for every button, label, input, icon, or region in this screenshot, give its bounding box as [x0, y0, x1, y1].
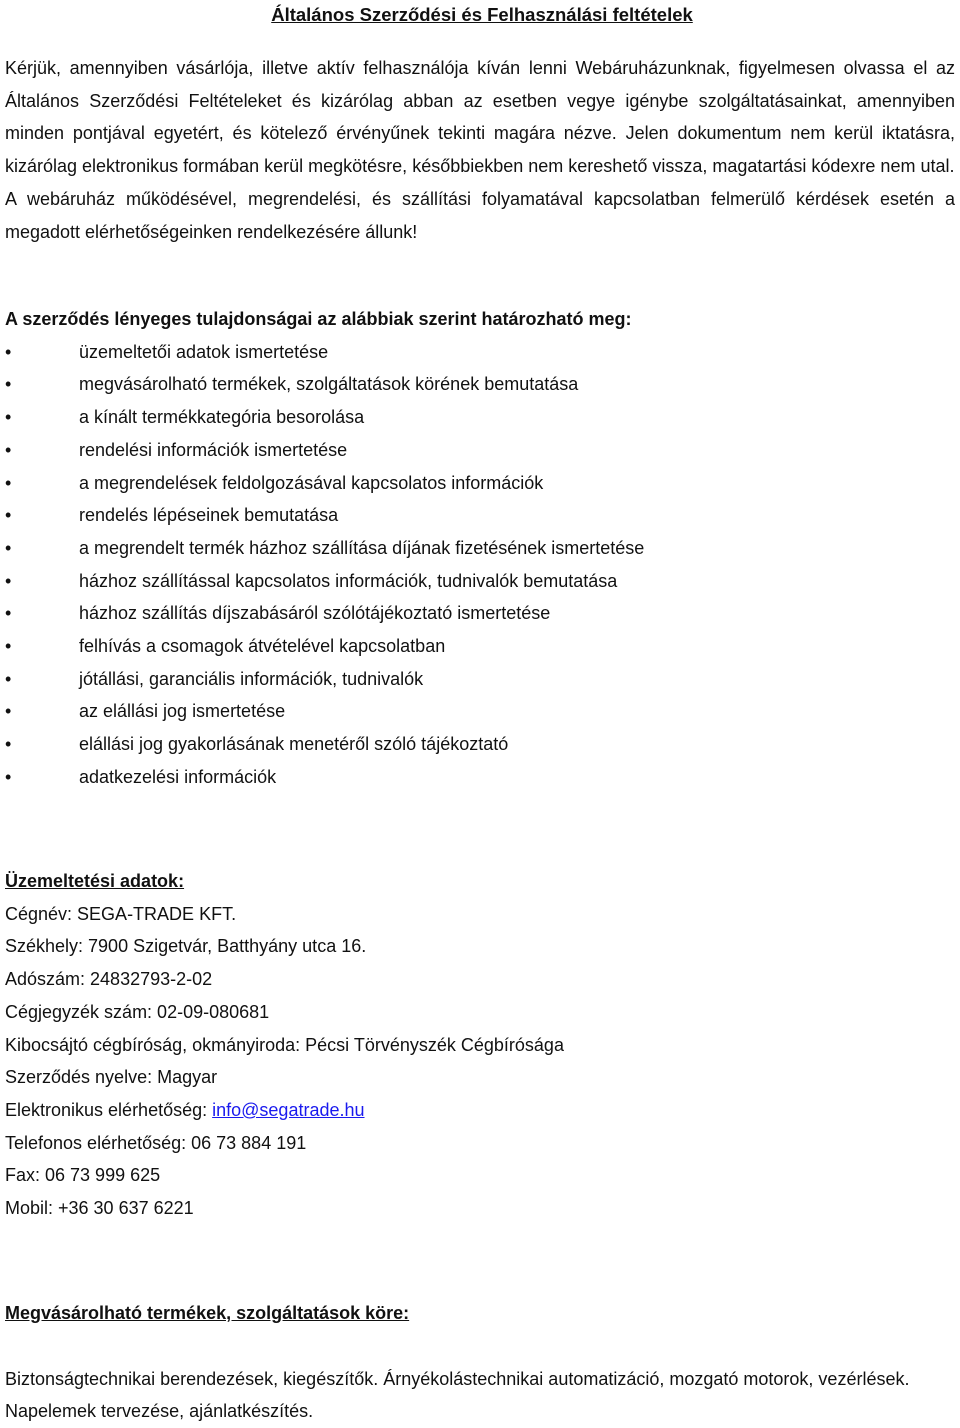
bullet-icon: • [5, 439, 12, 460]
company-name: Cégnév: SEGA-TRADE KFT. [5, 903, 237, 924]
bullet-icon: • [5, 603, 12, 624]
list-item [5, 728, 955, 761]
list-item [5, 467, 955, 500]
bullet-icon: • [5, 766, 12, 787]
email-line [5, 1094, 955, 1127]
contract-properties-section [5, 303, 955, 794]
bullet-icon: • [5, 701, 12, 722]
list-item-text: az elállási jog ismertetése [79, 701, 286, 722]
list-item-text: megvásárolható termékek, szolgáltatások körének bemutatása [79, 374, 579, 395]
tax-number: Adószám: 24832793-2-02 [5, 969, 213, 990]
list-item-text: a kínált termékkategória besorolása [79, 407, 365, 428]
operator-data-heading: Üzemeltetési adatok: [5, 871, 185, 891]
document-title: Általános Szerződési és Felhasználási feltételek [271, 4, 693, 25]
list-item-text: felhívás a csomagok átvételével kapcsolatban [79, 636, 446, 657]
list-item [5, 434, 955, 467]
list-item [5, 499, 955, 532]
registry-court: Kibocsájtó cégbíróság, okmányiroda: Pécsi Törvényszék Cégbírósága [5, 1034, 564, 1055]
list-item [5, 663, 955, 696]
intro-paragraph-2: A webáruház működésével, megrendelési, és szállítási folyamatával kapcsolatban felmerülő kérdések esetén a megadott elérhetőségeinken rendelkezésére állunk! [5, 188, 955, 242]
list-item-text: házhoz szállítással kapcsolatos információk, tudnivalók bemutatása [79, 570, 618, 591]
products-section [5, 1297, 955, 1428]
bullet-icon: • [5, 374, 12, 395]
list-item-text: a megrendelések feldolgozásával kapcsolatos információk [79, 472, 544, 493]
email-link[interactable]: info@segatrade.hu [212, 1099, 365, 1120]
bullet-icon: • [5, 537, 12, 558]
mobile-number: Mobil: +36 30 637 6221 [5, 1198, 194, 1219]
products-heading: Megvásárolható termékek, szolgáltatások köre: [5, 1303, 410, 1323]
list-item-text: adatkezelési információk [79, 766, 277, 787]
registry-number: Cégjegyzék szám: 02-09-080681 [5, 1001, 270, 1022]
list-item [5, 532, 955, 565]
list-item [5, 368, 955, 401]
company-seat: Székhely: 7900 Szigetvár, Batthyány utca 16. [5, 936, 367, 957]
list-item [5, 597, 955, 630]
section-spacer [5, 1330, 955, 1363]
fax-number: Fax: 06 73 999 625 [5, 1165, 161, 1186]
list-item [5, 761, 955, 794]
list-item-text: elállási jog gyakorlásának menetéről szóló tájékoztató [79, 734, 509, 755]
bullet-icon: • [5, 570, 12, 591]
list-item-text: rendelési információk ismertetése [79, 439, 348, 460]
list-item-text: rendelés lépéseinek bemutatása [79, 505, 339, 526]
list-item-text: jótállási, garanciális információk, tudnivalók [79, 668, 424, 689]
bullet-icon: • [5, 505, 12, 526]
list-item-text: házhoz szállítás díjszabásáról szólótájékoztató ismertetése [79, 603, 551, 624]
email-label: Elektronikus elérhetőség: [5, 1099, 213, 1120]
list-item [5, 336, 955, 369]
phone-number: Telefonos elérhetőség: 06 73 884 191 [5, 1132, 307, 1153]
intro-section [5, 52, 955, 248]
intro-paragraph-1: Kérjük, amennyiben vásárlója, illetve aktív felhasználója kíván lenni Webáruházunknak, figyelmesen olvassa el az Általános Szerződési Feltételeket és kizárólag abban az esetben vegye igénybe szolgáltatásainkat, amennyiben minden pontjával egyetért, és kötelező érvényűnek tekinti magára nézve. Jelen dokumentum nem kerül iktatásra, kizárólag elektronikus formában kerül megkötésre, későbbiekben nem kereshető vissza, magatartási kódexre nem utal. [5, 58, 955, 177]
bullet-icon: • [5, 407, 12, 428]
contract-properties-list [5, 336, 955, 794]
list-item [5, 565, 955, 598]
bullet-icon: • [5, 734, 12, 755]
contract-language: Szerződés nyelve: Magyar [5, 1067, 218, 1088]
contract-properties-heading: A szerződés lényeges tulajdonságai az alábbiak szerint határozható meg: [5, 309, 632, 329]
list-item [5, 630, 955, 663]
list-item-text: üzemeltetői adatok ismertetése [79, 341, 329, 362]
bullet-icon: • [5, 636, 12, 657]
operator-data-section [5, 865, 955, 1225]
list-item-text: a megrendelt termék házhoz szállítása díjának fizetésének ismertetése [79, 537, 645, 558]
list-item [5, 401, 955, 434]
list-item [5, 695, 955, 728]
bullet-icon: • [5, 341, 12, 362]
bullet-icon: • [5, 472, 12, 493]
products-text: Biztonságtechnikai berendezések, kiegészítők. Árnyékolástechnikai automatizáció, mozgató motorok, vezérlések. Napelemek tervezése, ajánlatkészítés. [5, 1368, 910, 1422]
bullet-icon: • [5, 668, 12, 689]
